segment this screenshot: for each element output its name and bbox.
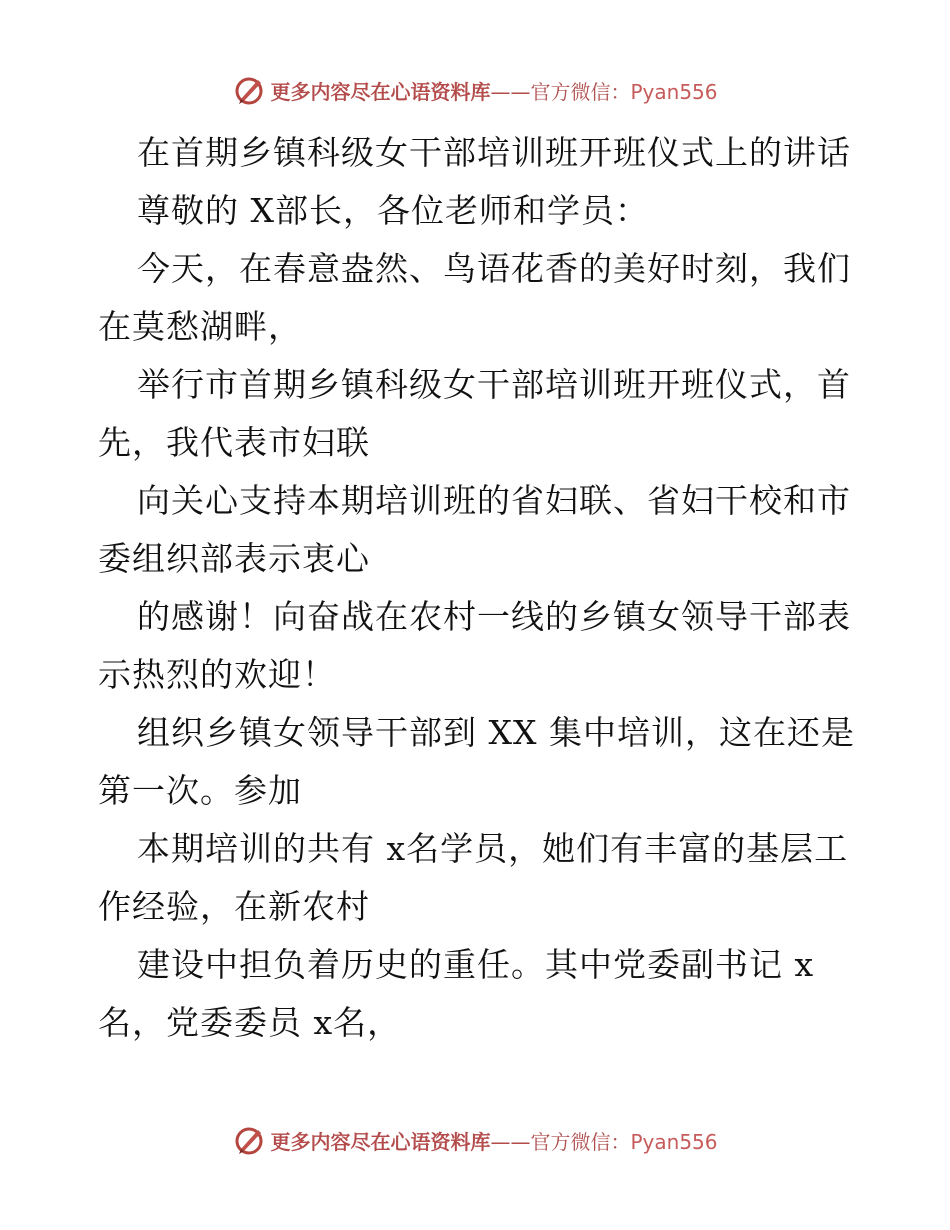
footer-banner xyxy=(0,1120,950,1160)
banner-wechat-label: 官方微信： xyxy=(530,79,631,104)
pen-logo-icon xyxy=(232,1123,266,1157)
footer-brand: 更多内容尽在心语资料库 xyxy=(270,1129,491,1154)
pen-logo-icon xyxy=(232,73,266,107)
header-banner xyxy=(0,70,950,110)
banner-brand: 更多内容尽在心语资料库 xyxy=(270,79,491,104)
banner-wechat-id: Pyan556 xyxy=(630,79,718,104)
paragraph-3: 向关心支持本期培训班的省妇联、省妇干校和市委组织部表示衷心 xyxy=(98,481,851,578)
paragraph-5: 组织乡镇女领导干部到 XX 集中培训，这在还是第一次。参加 xyxy=(98,713,855,810)
salutation: 尊敬的 X部长，各位老师和学员： xyxy=(137,191,649,230)
paragraph-6: 本期培训的共有 x名学员，她们有丰富的基层工作经验，在新农村 xyxy=(98,829,849,926)
paragraph-2: 举行市首期乡镇科级女干部培训班开班仪式，首先，我代表市妇联 xyxy=(98,365,851,462)
footer-wechat-id: Pyan556 xyxy=(630,1129,718,1154)
paragraph-4: 的感谢！向奋战在农村一线的乡镇女领导干部表示热烈的欢迎！ xyxy=(98,597,851,694)
footer-wechat-label: 官方微信： xyxy=(530,1129,631,1154)
footer-separator: —— xyxy=(490,1129,531,1154)
paragraph-7: 建设中担负着历史的重任。其中党委副书记 x名，党委委员 x名， xyxy=(98,945,815,1042)
banner-separator: —— xyxy=(490,79,531,104)
document-title: 在首期乡镇科级女干部培训班开班仪式上的讲话 xyxy=(137,133,851,172)
document-body xyxy=(98,124,868,1052)
paragraph-1: 今天，在春意盎然、鸟语花香的美好时刻，我们在莫愁湖畔， xyxy=(98,249,851,346)
